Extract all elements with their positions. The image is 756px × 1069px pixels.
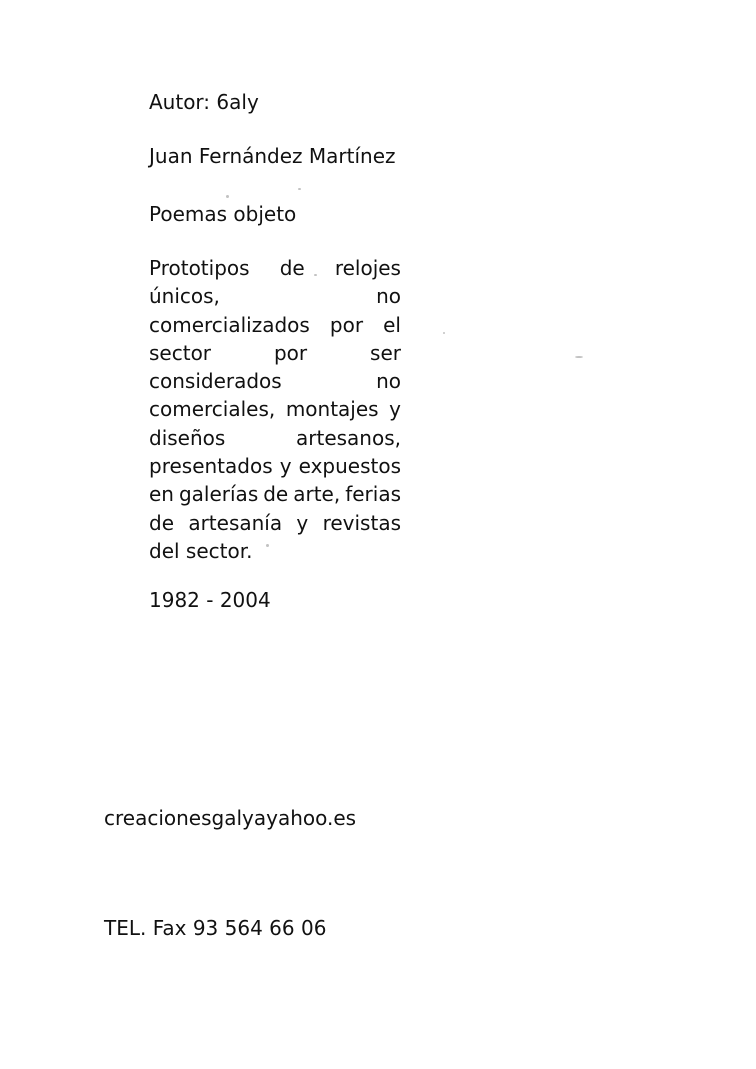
description-word: expuestos bbox=[298, 454, 401, 479]
description-word: por bbox=[273, 340, 308, 365]
description-word: presentados bbox=[149, 454, 273, 479]
description-line bbox=[149, 480, 401, 508]
description-line bbox=[149, 424, 401, 452]
contact-email: creacionesgalyayahoo.es bbox=[104, 806, 357, 830]
description-word: comercializados bbox=[149, 312, 310, 337]
description-word: sector bbox=[149, 340, 212, 365]
description-word: en bbox=[149, 482, 174, 507]
contact-phone: TEL. Fax 93 564 66 06 bbox=[104, 916, 327, 940]
date-range: 1982 - 2004 bbox=[149, 588, 271, 612]
description-word: artesanos, bbox=[296, 425, 401, 450]
description-paragraph bbox=[149, 254, 401, 565]
description-line bbox=[149, 339, 401, 367]
description-line bbox=[149, 282, 401, 310]
scan-speck bbox=[443, 332, 445, 334]
description-word: y bbox=[389, 397, 401, 422]
description-word: y bbox=[296, 510, 309, 535]
description-word: del sector. bbox=[149, 538, 253, 563]
scan-speck bbox=[298, 188, 301, 190]
author-full-name: Juan Fernández Martínez bbox=[149, 144, 396, 168]
description-word: galerías bbox=[178, 482, 259, 507]
document-subtitle: Poemas objeto bbox=[149, 202, 297, 226]
description-line bbox=[149, 367, 401, 395]
description-word: ferias bbox=[345, 482, 401, 507]
description-word: relojes bbox=[334, 256, 401, 280]
description-word: ser bbox=[370, 340, 401, 365]
description-word: diseños bbox=[149, 425, 226, 450]
scan-speck bbox=[575, 356, 583, 358]
description-line bbox=[149, 254, 401, 282]
description-word: revistas bbox=[322, 510, 401, 535]
description-word: de bbox=[263, 482, 289, 507]
description-word: únicos, bbox=[149, 284, 220, 309]
scan-speck bbox=[226, 195, 229, 198]
description-word: Prototipos bbox=[149, 256, 250, 280]
description-word: no bbox=[376, 369, 401, 394]
description-line bbox=[149, 311, 401, 339]
description-word: artesanía bbox=[188, 510, 283, 535]
description-word: de bbox=[149, 510, 174, 535]
description-word: el bbox=[383, 312, 401, 337]
description-line bbox=[149, 537, 401, 565]
description-word: montajes bbox=[285, 397, 379, 422]
description-word: considerados bbox=[149, 369, 282, 394]
description-word: y bbox=[279, 454, 292, 479]
description-line bbox=[149, 452, 401, 480]
description-line bbox=[149, 509, 401, 537]
description-word: de bbox=[279, 256, 305, 280]
description-word: por bbox=[329, 312, 364, 337]
author-line: Autor: 6aly bbox=[149, 90, 259, 114]
description-word: no bbox=[376, 284, 401, 309]
description-word: comerciales, bbox=[149, 397, 276, 422]
description-line bbox=[149, 395, 401, 423]
description-word: arte, bbox=[293, 482, 341, 507]
